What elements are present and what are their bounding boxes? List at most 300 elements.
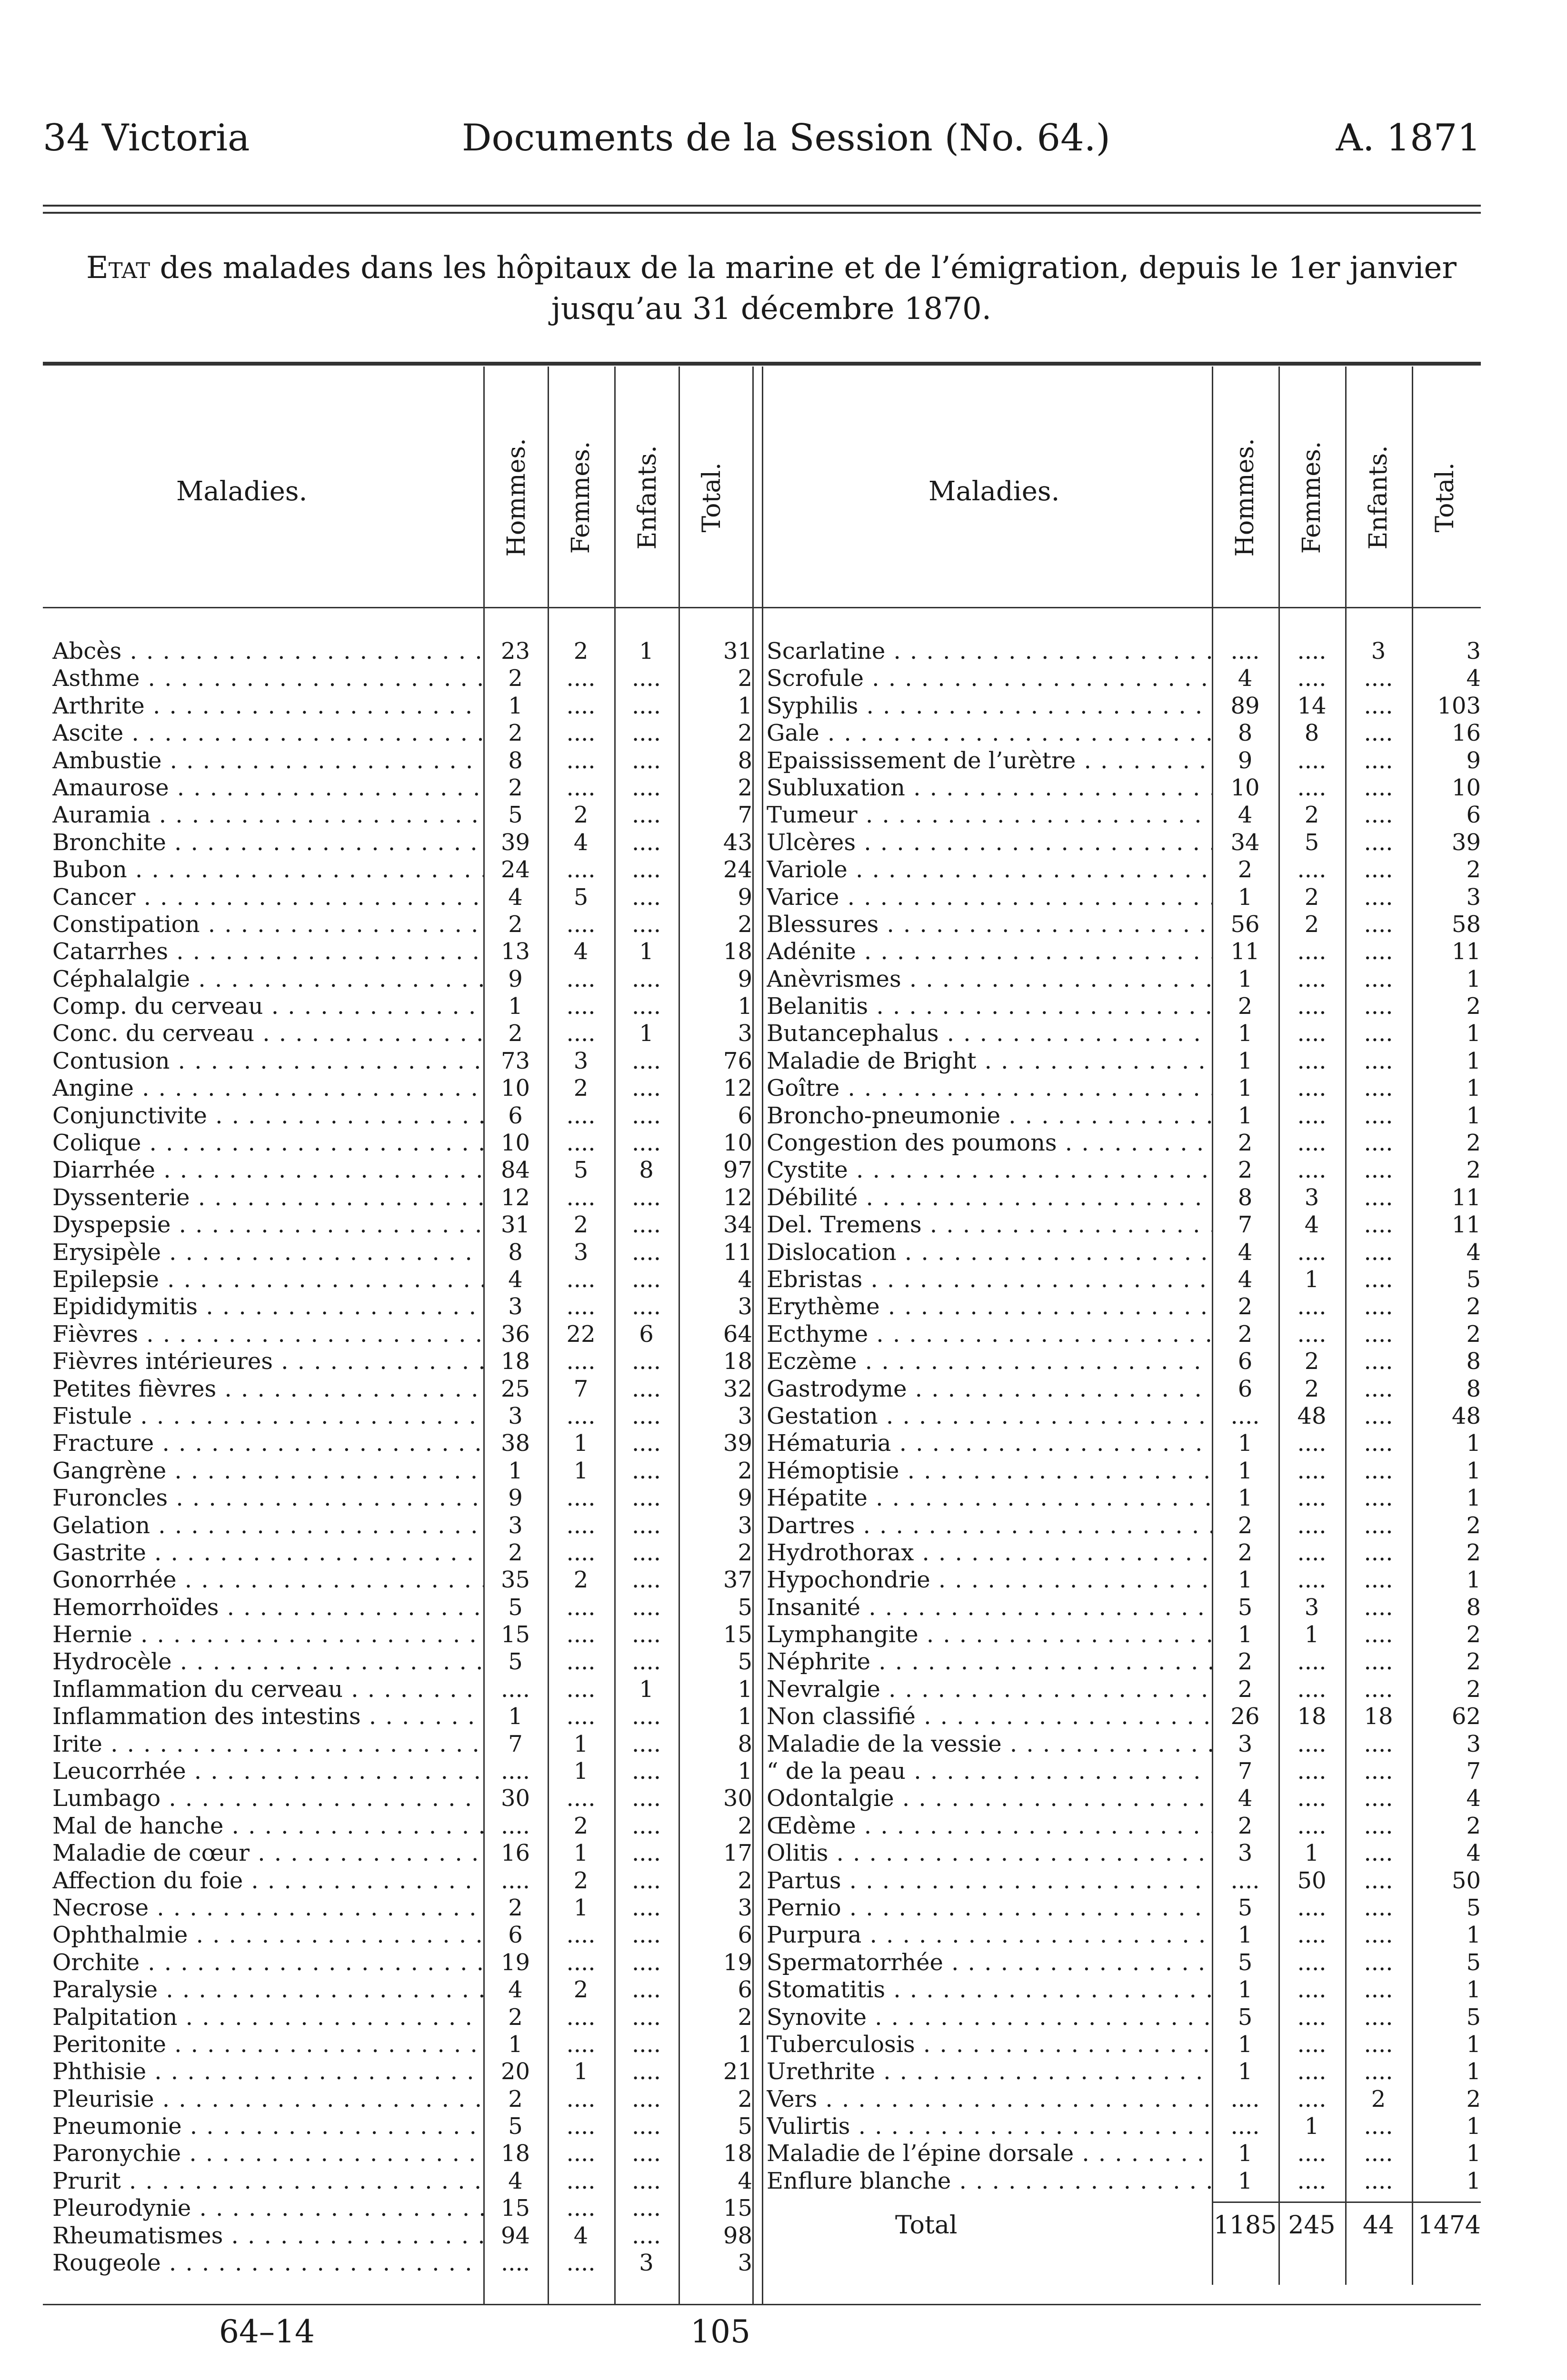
table-row xyxy=(52,2004,762,2031)
table-row xyxy=(767,2058,1481,2085)
hommes-count: 2 xyxy=(1238,1512,1253,1539)
row-total: 3 xyxy=(1466,638,1481,664)
row-total: 15 xyxy=(723,1621,752,1648)
row-total: 58 xyxy=(1451,911,1481,938)
femmes-count: .... xyxy=(566,1621,596,1648)
enfants-count: .... xyxy=(631,1184,661,1211)
enfants-count: .... xyxy=(1364,2167,1393,2194)
disease-name: Tuberculosis . . . xyxy=(767,2031,1212,2058)
row-total: 5 xyxy=(1466,2003,1481,2031)
row-total: 1 xyxy=(1466,1020,1481,1047)
disease-name: Variole . . . xyxy=(767,856,1212,883)
hommes-count: 12 xyxy=(500,1184,530,1211)
row-total: 3 xyxy=(1466,883,1481,911)
hommes-count: 6 xyxy=(1238,1375,1253,1402)
hommes-count: 2 xyxy=(508,665,523,692)
hommes-count: .... xyxy=(1230,1867,1260,1894)
row-total: 3 xyxy=(738,1512,752,1539)
enfants-count: .... xyxy=(1364,1047,1393,1074)
disease-name: Non classifié . . . xyxy=(767,1703,1212,1730)
table-row xyxy=(767,720,1481,747)
disease-name: Rheumatismes . . . xyxy=(52,2222,483,2250)
hommes-count: 11 xyxy=(1230,938,1260,965)
table-row xyxy=(767,829,1481,856)
table-row xyxy=(52,1949,762,1976)
table-row xyxy=(52,911,762,938)
row-total: 8 xyxy=(1466,1348,1481,1375)
disease-name: Hématuria . . . xyxy=(767,1430,1212,1457)
right-disease-table xyxy=(767,638,1481,2195)
enfants-count: .... xyxy=(631,1266,661,1293)
row-total: 10 xyxy=(723,1130,752,1157)
enfants-count: .... xyxy=(631,993,661,1020)
enfants-count: 3 xyxy=(639,2250,654,2277)
table-row xyxy=(767,884,1481,911)
femmes-count: .... xyxy=(566,911,596,938)
enfants-count: .... xyxy=(1364,911,1393,938)
hommes-count: 15 xyxy=(500,1621,530,1648)
header-rule-bottom xyxy=(43,212,1481,214)
disease-name: Fistule . . . xyxy=(52,1403,483,1430)
hommes-count: 25 xyxy=(500,1375,530,1402)
hommes-count: 2 xyxy=(508,1894,523,1921)
row-total: 1 xyxy=(1466,2167,1481,2194)
table-row xyxy=(767,1621,1481,1648)
hommes-count: 2 xyxy=(508,720,523,747)
disease-name: Ambustie . . . xyxy=(52,747,483,774)
femmes-count: 3 xyxy=(573,1047,589,1074)
table-row xyxy=(767,1458,1481,1485)
hommes-count: 7 xyxy=(1238,1211,1253,1239)
row-total: 1 xyxy=(1466,2031,1481,2058)
femmes-count: .... xyxy=(1297,1976,1327,2003)
femmes-count: .... xyxy=(566,2085,596,2112)
disease-name: Inflammation des intestins . . . xyxy=(52,1703,483,1730)
disease-name: Gonorrhée . . . xyxy=(52,1567,483,1594)
femmes-count: .... xyxy=(566,2003,596,2031)
row-total: 1 xyxy=(1466,1485,1481,1512)
femmes-count: 2 xyxy=(1304,802,1319,829)
row-total: 64 xyxy=(723,1320,752,1348)
table-row xyxy=(52,1512,762,1539)
femmes-count: .... xyxy=(566,720,596,747)
table-row xyxy=(767,1348,1481,1375)
disease-name: Purpura . . . xyxy=(767,1922,1212,1949)
hommes-count: 2 xyxy=(1238,1812,1253,1839)
disease-name: Angine . . . xyxy=(52,1075,483,1102)
femmes-count: .... xyxy=(1297,1567,1327,1594)
femmes-count: .... xyxy=(566,665,596,692)
hommes-count: 1 xyxy=(1238,1020,1253,1047)
femmes-count: .... xyxy=(566,965,596,992)
enfants-count: .... xyxy=(631,1075,661,1102)
femmes-count: 1 xyxy=(573,1430,589,1457)
disease-name: Epaississement de l’urètre . . . xyxy=(767,747,1212,774)
disease-name: Amaurose . . . xyxy=(52,774,483,802)
enfants-count: .... xyxy=(1364,1512,1393,1539)
hommes-count: 1 xyxy=(508,993,523,1020)
table-row xyxy=(767,1321,1481,1348)
disease-name: Enflure blanche . . . xyxy=(767,2168,1212,2195)
row-total: 43 xyxy=(723,829,752,856)
right-enfants-header: Enfants. xyxy=(1364,445,1393,550)
disease-name: Insanité . . . xyxy=(767,1594,1212,1621)
row-total: 9 xyxy=(738,883,752,911)
enfants-count: .... xyxy=(631,1648,661,1676)
femmes-count: 5 xyxy=(1304,829,1319,856)
femmes-count: .... xyxy=(1297,1430,1327,1457)
femmes-count: .... xyxy=(1297,1949,1327,1976)
femmes-count: .... xyxy=(1297,1293,1327,1320)
enfants-count: .... xyxy=(631,1867,661,1894)
table-row xyxy=(52,2250,762,2277)
hommes-count: 38 xyxy=(500,1430,530,1457)
disease-name: Epilepsie . . . xyxy=(52,1266,483,1293)
table-row xyxy=(52,1239,762,1266)
femmes-count: .... xyxy=(1297,1130,1327,1157)
enfants-count: .... xyxy=(631,1239,661,1266)
table-row xyxy=(52,2140,762,2167)
row-total: 1 xyxy=(738,1676,752,1703)
femmes-count: .... xyxy=(1297,2167,1327,2194)
hommes-count: 1 xyxy=(508,1457,523,1484)
enfants-count: .... xyxy=(1364,1457,1393,1484)
femmes-count: .... xyxy=(1297,1785,1327,1812)
row-total: 62 xyxy=(1451,1703,1481,1730)
row-total: 2 xyxy=(738,1539,752,1566)
row-total: 1 xyxy=(1466,2113,1481,2140)
table-row xyxy=(767,1157,1481,1184)
footer-sheet-number: 64–14 xyxy=(219,2313,315,2350)
row-total: 1 xyxy=(738,993,752,1020)
row-total: 34 xyxy=(723,1211,752,1239)
disease-name: Hernie . . . xyxy=(52,1621,483,1648)
row-total: 11 xyxy=(1451,938,1481,965)
row-total: 18 xyxy=(723,1348,752,1375)
table-row xyxy=(767,693,1481,720)
femmes-count: .... xyxy=(566,1648,596,1676)
row-total: 2 xyxy=(738,774,752,801)
femmes-count: 14 xyxy=(1297,692,1327,719)
table-row xyxy=(52,720,762,747)
table-row xyxy=(767,1376,1481,1403)
enfants-count: .... xyxy=(631,1758,661,1785)
femmes-count: 22 xyxy=(566,1320,596,1348)
hommes-count: 10 xyxy=(1230,774,1260,801)
hommes-count: 94 xyxy=(500,2222,530,2249)
row-total: 1 xyxy=(1466,1976,1481,2003)
header-document-title: Documents de la Session (No. 64.) xyxy=(462,117,1110,159)
enfants-count: .... xyxy=(1364,1949,1393,1976)
enfants-count: .... xyxy=(1364,829,1393,856)
row-total: 3 xyxy=(738,1402,752,1429)
disease-name: Synovite . . . xyxy=(767,2004,1212,2031)
femmes-count: .... xyxy=(566,2250,596,2277)
enfants-count: .... xyxy=(1364,1922,1393,1949)
femmes-count: 18 xyxy=(1297,1703,1327,1730)
femmes-count: 4 xyxy=(573,829,589,856)
hommes-count: 5 xyxy=(508,1594,523,1621)
enfants-count: .... xyxy=(1364,1758,1393,1785)
table-row xyxy=(767,638,1481,665)
disease-name: Catarrhes . . . xyxy=(52,938,483,965)
row-total: 4 xyxy=(1466,665,1481,692)
enfants-count: 6 xyxy=(639,1320,654,1348)
hommes-count: 10 xyxy=(500,1075,530,1102)
table-row xyxy=(767,2031,1481,2058)
disease-name: Odontalgie . . . xyxy=(767,1785,1212,1812)
table-row xyxy=(52,2058,762,2085)
enfants-count: .... xyxy=(631,747,661,774)
enfants-count: .... xyxy=(631,1375,661,1402)
hommes-count: 9 xyxy=(508,965,523,992)
row-total: 11 xyxy=(1451,1184,1481,1211)
disease-name: Olitis . . . xyxy=(767,1840,1212,1867)
enfants-count: .... xyxy=(1364,883,1393,911)
row-total: 3 xyxy=(1466,1730,1481,1757)
table-row xyxy=(767,2140,1481,2167)
femmes-count: 5 xyxy=(573,1157,589,1184)
table-row xyxy=(52,747,762,774)
hommes-count: 9 xyxy=(1238,747,1253,774)
disease-name: Rougeole . . . xyxy=(52,2250,483,2277)
femmes-count: .... xyxy=(1297,856,1327,883)
row-total: 2 xyxy=(1466,1157,1481,1184)
table-row xyxy=(767,1648,1481,1676)
table-row xyxy=(52,1813,762,1840)
enfants-count: .... xyxy=(1364,1621,1393,1648)
row-total: 39 xyxy=(723,1430,752,1457)
table-row xyxy=(52,1539,762,1567)
hommes-count: .... xyxy=(500,1758,530,1785)
hommes-count: 4 xyxy=(1238,665,1253,692)
table-row xyxy=(767,1785,1481,1812)
hommes-count: 4 xyxy=(508,883,523,911)
hommes-count: 4 xyxy=(1238,1266,1253,1293)
femmes-count: .... xyxy=(566,1130,596,1157)
table-row xyxy=(52,1731,762,1758)
row-total: 8 xyxy=(738,1730,752,1757)
disease-name: Syphilis . . . xyxy=(767,693,1212,720)
femmes-count: .... xyxy=(1297,1020,1327,1047)
row-total: 1 xyxy=(1466,2058,1481,2085)
disease-name: Prurit . . . xyxy=(52,2168,483,2195)
femmes-count: .... xyxy=(1297,1457,1327,1484)
row-total: 2 xyxy=(738,1457,752,1484)
table-row xyxy=(767,802,1481,829)
enfants-count: .... xyxy=(1364,665,1393,692)
hommes-count: 2 xyxy=(1238,1320,1253,1348)
enfants-count: .... xyxy=(1364,1020,1393,1047)
row-total: 2 xyxy=(1466,1812,1481,1839)
hommes-count: 1 xyxy=(1238,1457,1253,1484)
enfants-count: .... xyxy=(1364,1594,1393,1621)
enfants-count: .... xyxy=(1364,1293,1393,1320)
femmes-count: 2 xyxy=(1304,911,1319,938)
disease-name: Erysipèle . . . xyxy=(52,1239,483,1266)
hommes-count: 4 xyxy=(508,2167,523,2194)
table-row xyxy=(767,1485,1481,1512)
row-total: 6 xyxy=(738,1976,752,2003)
enfants-count: .... xyxy=(631,1594,661,1621)
table-row xyxy=(52,856,762,883)
disease-name: Leucorrhée . . . xyxy=(52,1758,483,1785)
row-total: 4 xyxy=(1466,1840,1481,1867)
row-total: 9 xyxy=(738,1485,752,1512)
table-row xyxy=(52,1922,762,1949)
femmes-count: .... xyxy=(1297,1922,1327,1949)
hommes-count: 2 xyxy=(1238,856,1253,883)
table-row xyxy=(767,1293,1481,1320)
enfants-count: 3 xyxy=(1371,638,1386,664)
femmes-count: .... xyxy=(566,856,596,883)
table-row xyxy=(52,1020,762,1047)
row-total: 31 xyxy=(723,638,752,664)
femmes-count: .... xyxy=(1297,665,1327,692)
femmes-count: 1 xyxy=(1304,1840,1319,1867)
hommes-count: 1 xyxy=(1238,2140,1253,2167)
enfants-count: .... xyxy=(631,1621,661,1648)
hommes-count: 39 xyxy=(500,829,530,856)
enfants-count: .... xyxy=(1364,2003,1393,2031)
hommes-count: 5 xyxy=(1238,1894,1253,1921)
hommes-count: 1 xyxy=(1238,883,1253,911)
hommes-count: 1 xyxy=(1238,1075,1253,1102)
enfants-count: .... xyxy=(631,1894,661,1921)
total-rule xyxy=(1212,2202,1481,2203)
hommes-count: 8 xyxy=(508,1239,523,1266)
table-row xyxy=(767,1731,1481,1758)
footer-page-number: 105 xyxy=(690,2313,750,2350)
hommes-count: 20 xyxy=(500,2058,530,2085)
enfants-count: .... xyxy=(1364,1075,1393,1102)
disease-name: Bronchite . . . xyxy=(52,829,483,856)
femmes-count: 1 xyxy=(573,1894,589,1921)
enfants-count: .... xyxy=(631,774,661,801)
femmes-count: .... xyxy=(566,1676,596,1703)
enfants-count: .... xyxy=(1364,1211,1393,1239)
table-row xyxy=(52,829,762,856)
row-total: 2 xyxy=(738,911,752,938)
row-total: 5 xyxy=(738,1648,752,1676)
femmes-count: .... xyxy=(566,1102,596,1129)
enfants-count: .... xyxy=(631,2058,661,2085)
enfants-count: .... xyxy=(631,1812,661,1839)
hommes-count: 23 xyxy=(500,638,530,664)
femmes-count: 1 xyxy=(1304,1266,1319,1293)
table-row xyxy=(52,1075,762,1102)
hommes-count: 3 xyxy=(1238,1730,1253,1757)
total-label: Total xyxy=(895,2211,958,2240)
row-total: 2 xyxy=(738,665,752,692)
femmes-count: .... xyxy=(1297,938,1327,965)
femmes-count: 3 xyxy=(1304,1594,1319,1621)
right-maladies-header: Maladies. xyxy=(928,476,1060,507)
disease-name: Auramia . . . xyxy=(52,802,483,829)
disease-name: Néphrite . . . xyxy=(767,1648,1212,1676)
row-total: 76 xyxy=(723,1047,752,1074)
hommes-count: 7 xyxy=(1238,1758,1253,1785)
row-total: 37 xyxy=(723,1567,752,1594)
title-text: des malades dans les hôpitaux de la marine et de l’émigration, depuis le 1er janvier jusqu’au 31 décembre 1870. xyxy=(160,250,1457,327)
femmes-count: .... xyxy=(566,1539,596,1566)
row-total: 4 xyxy=(738,1266,752,1293)
femmes-count: .... xyxy=(566,2031,596,2058)
hommes-count: 1 xyxy=(508,2031,523,2058)
hommes-count: 2 xyxy=(508,774,523,801)
femmes-count: 7 xyxy=(573,1375,589,1402)
column-divider xyxy=(762,367,763,2304)
femmes-count: .... xyxy=(1297,747,1327,774)
femmes-count: .... xyxy=(566,1703,596,1730)
disease-name: Cancer . . . xyxy=(52,884,483,911)
femmes-count: .... xyxy=(1297,2140,1327,2167)
femmes-count: .... xyxy=(1297,1676,1327,1703)
table-row xyxy=(52,1048,762,1075)
table-row xyxy=(767,1594,1481,1621)
hommes-count: 2 xyxy=(508,2085,523,2112)
enfants-count: .... xyxy=(631,1785,661,1812)
femmes-count: 2 xyxy=(573,638,589,664)
femmes-count: 4 xyxy=(1304,1211,1319,1239)
disease-name: Subluxation . . . xyxy=(767,774,1212,802)
left-total-header: Total. xyxy=(698,462,726,533)
table-row xyxy=(52,1211,762,1239)
femmes-count: .... xyxy=(1297,1047,1327,1074)
table-row xyxy=(52,2195,762,2222)
enfants-count: .... xyxy=(1364,1102,1393,1129)
table-row xyxy=(767,1075,1481,1102)
hommes-count: 35 xyxy=(500,1567,530,1594)
table-row xyxy=(767,1512,1481,1539)
enfants-count: .... xyxy=(1364,802,1393,829)
disease-name: Lumbago . . . xyxy=(52,1785,483,1812)
femmes-count: 1 xyxy=(1304,2113,1319,2140)
enfants-count: .... xyxy=(631,2140,661,2167)
femmes-count: .... xyxy=(1297,1157,1327,1184)
enfants-count: .... xyxy=(631,1840,661,1867)
table-row xyxy=(767,1539,1481,1567)
enfants-count: .... xyxy=(1364,1485,1393,1512)
enfants-count: .... xyxy=(1364,1375,1393,1402)
femmes-count: 2 xyxy=(573,1075,589,1102)
disease-name: Dyssenterie . . . xyxy=(52,1184,483,1211)
femmes-count: .... xyxy=(1297,1539,1327,1566)
disease-name: Nevralgie . . . xyxy=(767,1676,1212,1703)
femmes-count: .... xyxy=(566,993,596,1020)
table-row xyxy=(767,747,1481,774)
hommes-count: 1 xyxy=(1238,1102,1253,1129)
enfants-count: .... xyxy=(1364,2031,1393,2058)
femmes-count: .... xyxy=(1297,774,1327,801)
disease-name: Urethrite . . . xyxy=(767,2058,1212,2085)
hommes-count: 1 xyxy=(1238,1567,1253,1594)
disease-name: Broncho-pneumonie . . . xyxy=(767,1102,1212,1130)
disease-name: Gangrène . . . xyxy=(52,1458,483,1485)
table-row xyxy=(52,1867,762,1894)
row-total: 5 xyxy=(738,2113,752,2140)
hommes-count: 3 xyxy=(1238,1840,1253,1867)
row-total: 1 xyxy=(1466,1430,1481,1457)
table-row xyxy=(52,1894,762,1922)
table-row xyxy=(52,1157,762,1184)
disease-name: Scarlatine . . . xyxy=(767,638,1212,665)
disease-name: Asthme . . . xyxy=(52,665,483,692)
enfants-count: .... xyxy=(1364,1402,1393,1429)
table-row xyxy=(52,774,762,802)
hommes-count: 8 xyxy=(1238,720,1253,747)
femmes-count: 2 xyxy=(1304,883,1319,911)
